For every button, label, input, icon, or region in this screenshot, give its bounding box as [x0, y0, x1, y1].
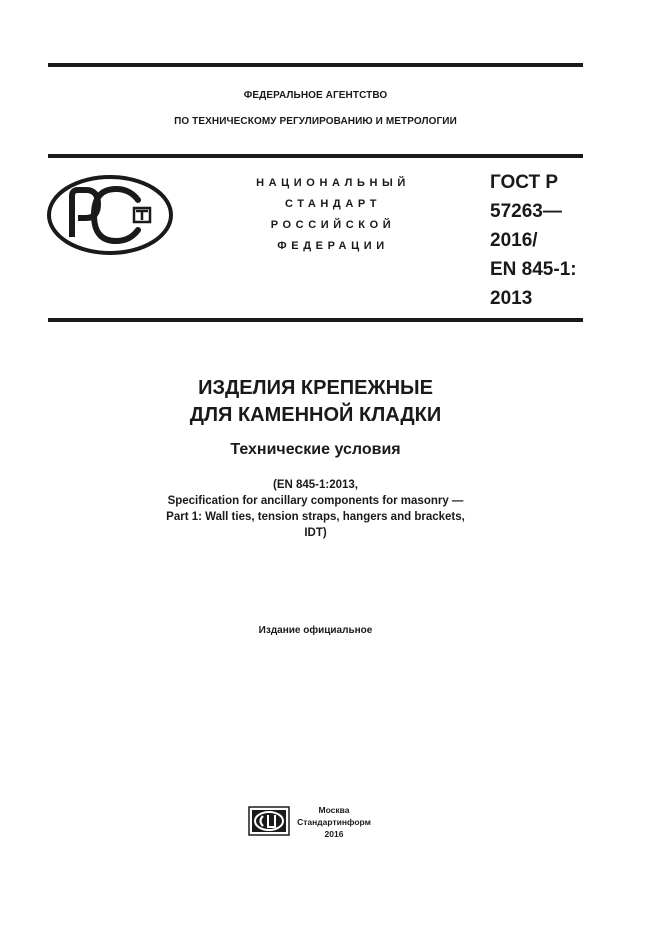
title-line-1: ИЗДЕЛИЯ КРЕПЕЖНЫЕ — [198, 377, 433, 399]
document-title — [48, 375, 583, 429]
publication-year: 2016 — [324, 829, 344, 839]
standard-type-line: ФЕДЕРАЦИИ — [277, 240, 389, 252]
standard-designation — [490, 168, 590, 313]
reference-line: (EN 845-1:2013, — [272, 479, 359, 491]
title-line-2: ДЛЯ КАМЕННОЙ КЛАДКИ — [189, 404, 442, 426]
publisher-logo-icon — [248, 806, 290, 836]
standard-type-line: РОССИЙСКОЙ — [270, 219, 396, 231]
reference-line: IDT) — [304, 527, 327, 539]
designation-rule — [48, 318, 583, 322]
designation-line: ГОСТ Р — [490, 172, 559, 193]
agency-line-2: ПО ТЕХНИЧЕСКОМУ РЕГУЛИРОВАНИЮ И МЕТРОЛОГИИ — [174, 116, 457, 127]
standard-type-line: НАЦИОНАЛЬНЫЙ — [256, 177, 410, 189]
designation-line: 2016/ — [490, 230, 538, 251]
top-rule — [48, 63, 583, 67]
document-subtitle: Технические условия — [230, 441, 401, 458]
gost-logo-icon — [46, 174, 174, 256]
edition-note: Издание официальное — [258, 625, 373, 636]
reference-line: Part 1: Wall ties, tension straps, hangers and brackets, — [166, 511, 465, 523]
agency-line-1: ФЕДЕРАЛЬНОЕ АГЕНТСТВО — [243, 90, 388, 101]
publisher-info — [292, 804, 376, 840]
original-standard-reference — [48, 477, 583, 541]
designation-line: 57263— — [490, 201, 562, 222]
standard-type-block — [228, 173, 438, 257]
publisher-city: Москва — [318, 805, 350, 815]
designation-line: EN 845-1: — [490, 259, 577, 280]
header-rule — [48, 154, 583, 158]
reference-line: Specification for ancillary components for masonry — — [167, 495, 464, 507]
standard-type-line: СТАНДАРТ — [284, 198, 382, 210]
publisher-name: Стандартинформ — [297, 817, 371, 827]
designation-line: 2013 — [490, 288, 533, 309]
